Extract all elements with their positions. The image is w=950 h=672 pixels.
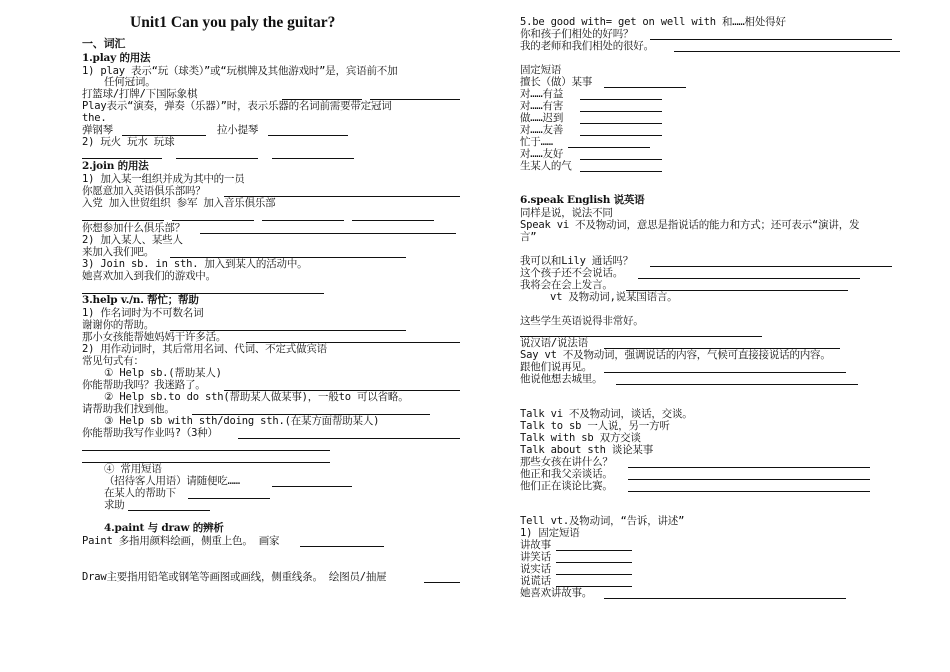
- paint-heading: 4.paint 与 draw 的辨析: [104, 522, 224, 534]
- goodwith-fixed: 固定短语: [520, 64, 562, 76]
- play-point-2: Play表示“演奏，弹奏（乐器）”时，表示乐器的名词前需要带定冠词: [82, 100, 392, 112]
- page-title: Unit1 Can you paly the guitar?: [130, 14, 336, 31]
- goodwith-phrase-2: 对……有益: [520, 88, 564, 100]
- help-example-2: 那小女孩能帮她妈妈干许多活。: [82, 331, 227, 343]
- help-example-1: 谢谢你的帮助。: [82, 319, 155, 331]
- talk-point-3: Talk with sb 双方交谈: [520, 432, 641, 444]
- speak-example-7: 他说他想去城里。: [520, 373, 603, 385]
- help-case-2: ② Help sb.to do sth(帮助某人做某事)，一般to 可以省略。: [104, 391, 409, 403]
- join-point-1: 1) 加入某一组织并成为其中的一员: [82, 173, 245, 185]
- paint-point-2: Draw主要指用铅笔或钢笔等画图或画线，侧重线条。 绘图员/抽屉: [82, 571, 387, 583]
- help-phrase-1: （招待客人用语）请随便吃……: [104, 475, 240, 487]
- speak-example-5: 说汉语/说法语: [520, 337, 588, 349]
- join-point-2: 2) 加入某人、某些人: [82, 234, 183, 246]
- vocab-header: 一、词汇: [82, 37, 126, 50]
- help-heading: 3.help v./n. 帮忙；帮助: [82, 294, 199, 306]
- tell-phrase-3: 说实话: [520, 563, 551, 575]
- speak-example-4: 这些学生英语说得非常好。: [520, 315, 644, 327]
- talk-point-2: Talk to sb 一人说，另一方听: [520, 420, 670, 432]
- play-point-1: 1) play 表示“玩（球类）”或“玩棋牌及其他游戏时”是，宾语前不加: [82, 65, 398, 77]
- help-case-1: ① Help sb.(帮助某人): [104, 367, 222, 379]
- tell-point-1: Tell vt.及物动词，“告诉，讲述”: [520, 515, 685, 527]
- speak-point-2: Speak vi 不及物动词，意思是指说话的能力和方式；还可表示“演讲，发: [520, 219, 860, 231]
- goodwith-phrase-7: 对……友好: [520, 148, 564, 160]
- speak-example-3: 我将会在会上发言。: [520, 279, 613, 291]
- play-point-3: 2) 玩火 玩水 玩球: [82, 136, 175, 148]
- join-heading: 2.join 的用法: [82, 160, 149, 172]
- goodwith-phrase-4: 做……迟到: [520, 112, 564, 124]
- goodwith-example-2: 我的老师和我们相处的很好。: [520, 40, 654, 52]
- help-phrase-2: 在某人的帮助下: [104, 487, 177, 499]
- play-heading: 1.play 的用法: [82, 52, 151, 64]
- goodwith-phrase-6: 忙于……: [520, 136, 553, 148]
- speak-example-1: 我可以和Lily 通话吗？: [520, 255, 634, 267]
- talk-point-4: Talk about sth 谈论某事: [520, 444, 654, 456]
- join-example-2: 入党 加入世贸组织 参军 加入音乐俱乐部: [82, 197, 276, 209]
- play-example-2b: 拉小提琴: [217, 124, 259, 136]
- tell-phrase-4: 说谎话: [520, 575, 551, 587]
- tell-phrase-1: 讲故事: [520, 539, 551, 551]
- talk-example-3: 他们正在谈论比赛。: [520, 480, 613, 492]
- paint-point-1: Paint 多指用颜料绘画，侧重上色。 画家: [82, 535, 280, 547]
- speak-point-4: Say vt 不及物动词，强调说话的内容，气候可直接接说话的内容。: [520, 349, 831, 361]
- play-example-2a: 弹钢琴: [82, 124, 113, 136]
- tell-phrase-2: 讲笑话: [520, 551, 551, 563]
- speak-point-2-cont: 言”: [520, 231, 537, 243]
- join-point-3: 3) Join sb. in sth. 加入到某人的活动中。: [82, 258, 308, 270]
- talk-example-2: 他正和我父亲谈话。: [520, 468, 613, 480]
- play-example-1: 打篮球/打牌/下国际象棋: [82, 88, 198, 100]
- goodwith-heading: 5.be good with= get on well with 和……相处得好: [520, 16, 786, 28]
- play-point-2-cont: the.: [82, 112, 107, 124]
- speak-point-3: vt 及物动词,说某国语言。: [550, 291, 678, 303]
- join-example-4: 来加入我们吧。: [82, 246, 155, 258]
- goodwith-phrase-1: 擅长（做）某事: [520, 76, 593, 88]
- join-example-1: 你愿意加入英语俱乐部吗？: [82, 185, 206, 197]
- help-case-3: ③ Help sb with sth/doing sth.(在某方面帮助某人): [104, 415, 380, 427]
- goodwith-example-1: 你和孩子们相处的好吗？: [520, 28, 634, 40]
- tell-example-1: 她喜欢讲故事。: [520, 587, 593, 599]
- join-example-3: 你想参加什么俱乐部？: [82, 222, 185, 234]
- goodwith-phrase-8: 生某人的气: [520, 160, 572, 172]
- help-example-5: 你能帮助我写作业吗?（3种）: [82, 427, 218, 439]
- help-point-2: 2) 用作动词时，其后常用名词、代词、不定式做宾语: [82, 343, 327, 355]
- talk-example-1: 那些女孩在讲什么？: [520, 456, 613, 468]
- help-case-4: ④ 常用短语: [104, 463, 162, 475]
- help-phrase-3: 求助: [104, 499, 125, 511]
- help-example-3: 你能帮助我吗？我迷路了。: [82, 379, 206, 391]
- tell-point-2: 1) 固定短语: [520, 527, 580, 539]
- play-point-1-cont: 任何冠词。: [104, 76, 156, 88]
- help-point-2b: 常见句式有：: [82, 355, 144, 367]
- speak-heading: 6.speak English 说英语: [520, 194, 645, 206]
- speak-example-6: 跟他们说再见。: [520, 361, 593, 373]
- goodwith-phrase-3: 对……有害: [520, 100, 564, 112]
- speak-point-1: 同样是说，说法不同: [520, 207, 613, 219]
- talk-point-1: Talk vi 不及物动词，谈话，交谈。: [520, 408, 693, 420]
- join-example-5: 她喜欢加入到我们的游戏中。: [82, 270, 216, 282]
- help-example-4: 请帮助我们找到他。: [82, 403, 175, 415]
- speak-example-2: 这个孩子还不会说话。: [520, 267, 623, 279]
- help-point-1: 1) 作名词时为不可数名词: [82, 307, 204, 319]
- goodwith-phrase-5: 对……友善: [520, 124, 564, 136]
